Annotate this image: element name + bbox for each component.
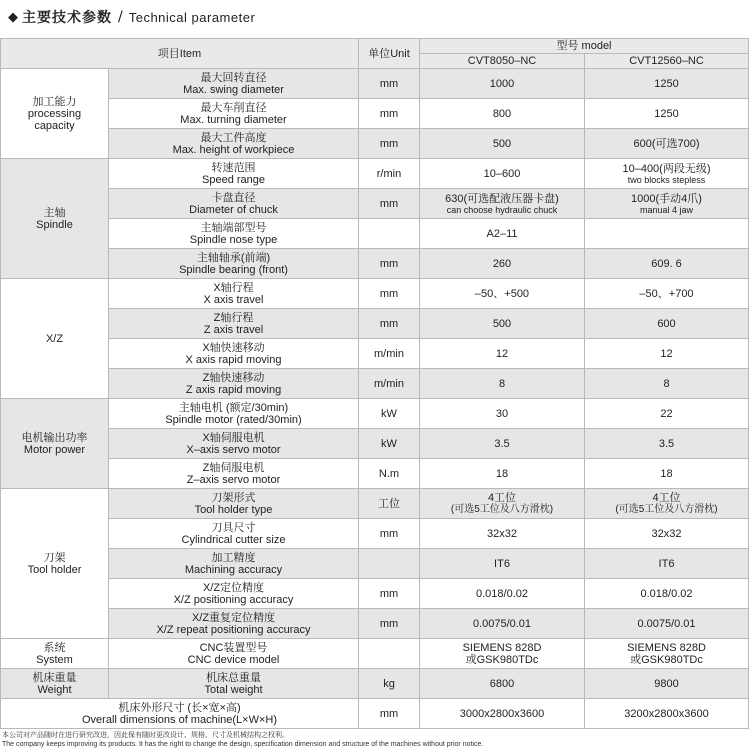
row-unit: mm [359,609,420,639]
row-value-2: 600 [585,309,749,339]
footer-chinese: 本公司对产品随时在进行研究改进，因此保有随时更改设计、规格、尺寸及机械结构之权利。 [2,731,289,739]
row-unit: mm [359,69,420,99]
row-value-1: 0.018/0.02 [420,579,585,609]
row-label: Z轴行程 Z axis travel [109,309,359,339]
row-value-2: 9800 [585,669,749,699]
row-value-1: 630(可选配液压器卡盘) can choose hydraulic chuck [420,189,585,219]
row-unit: r/min [359,159,420,189]
row-value-2: 0.018/0.02 [585,579,749,609]
row-label: X/Z重复定位精度 X/Z repeat positioning accuracy [109,609,359,639]
row-label: X轴快速移动 X axis rapid moving [109,339,359,369]
footer-english: The company keeps improving its products. It has the right to change the design, specification dimension and structure of the machines without prior notice. [2,741,484,748]
row-value-2: 12 [585,339,749,369]
title-chinese: 主要技术参数 [22,10,112,26]
row-unit: mm [359,249,420,279]
row-unit: mm [359,129,420,159]
row-value-2: 3.5 [585,429,749,459]
header-model: 型号 model [420,39,749,54]
row-label: 机床总重量 Total weight [109,669,359,699]
row-value-1: SIEMENS 828D 或GSK980TDc [420,639,585,669]
row-value-2: 4工位 (可选5工位及八方滑枕) [585,489,749,519]
row-unit: mm [359,519,420,549]
row-label: 最大回转直径 Max. swing diameter [109,69,359,99]
row-unit: kg [359,669,420,699]
row-unit: m/min [359,369,420,399]
row-unit [359,549,420,579]
spec-table [0,38,749,729]
row-value-1: 32x32 [420,519,585,549]
row-value-1: 18 [420,459,585,489]
row-value-1: 500 [420,309,585,339]
row-unit [359,219,420,249]
row-value-2: 32x32 [585,519,749,549]
row-value-2: 18 [585,459,749,489]
row-value-2: 609. 6 [585,249,749,279]
category-tool-holder: 刀架 Tool holder [1,489,109,639]
row-value-1: 500 [420,129,585,159]
row-label: 加工精度 Machining accuracy [109,549,359,579]
row-value-2 [585,219,749,249]
row-value-2: 0.0075/0.01 [585,609,749,639]
row-unit: N.m [359,459,420,489]
category-motor-power: 电机输出功率 Motor power [1,399,109,489]
row-unit: kW [359,399,420,429]
row-label: 转速范围 Speed range [109,159,359,189]
row-label: 主轴轴承(前端) Spindle bearing (front) [109,249,359,279]
row-label: CNC装置型号 CNC device model [109,639,359,669]
row-value-1: 10–600 [420,159,585,189]
row-value-1: 4工位 (可选5工位及八方滑枕) [420,489,585,519]
row-label: Z轴快速移动 Z axis rapid moving [109,369,359,399]
diamond-bullet-icon: ◆ [8,9,18,25]
category-weight: 机床重量 Weight [1,669,109,699]
row-value-1: IT6 [420,549,585,579]
row-label: X轴伺服电机 X–axis servo motor [109,429,359,459]
category-system: 系统 System [1,639,109,669]
row-label: 刀具尺寸 Cylindrical cutter size [109,519,359,549]
row-unit: mm [359,579,420,609]
row-label: 主轴电机 (额定/30min) Spindle motor (rated/30min) [109,399,359,429]
title-separator: / [118,9,123,25]
footer-notice [0,731,750,749]
row-value-1: 260 [420,249,585,279]
row-unit: mm [359,279,420,309]
row-value-2: 1000(手动4爪) manual 4 jaw [585,189,749,219]
header-model-1: CVT8050–NC [420,54,585,69]
row-value-1: 3000x2800x3600 [420,699,585,729]
row-unit: kW [359,429,420,459]
row-value-1: 8 [420,369,585,399]
row-value-1: A2–11 [420,219,585,249]
row-unit: mm [359,189,420,219]
row-label: 主轴端部型号 Spindle nose type [109,219,359,249]
row-value-1: 30 [420,399,585,429]
row-label: 最大车削直径 Max. turning diameter [109,99,359,129]
row-value-1: 0.0075/0.01 [420,609,585,639]
row-unit: mm [359,699,420,729]
row-value-2: SIEMENS 828D 或GSK980TDc [585,639,749,669]
row-value-1: 3.5 [420,429,585,459]
section-title [0,4,750,30]
row-unit: m/min [359,339,420,369]
row-unit: mm [359,99,420,129]
row-value-2: 8 [585,369,749,399]
row-label: X轴行程 X axis travel [109,279,359,309]
header-item: 项目Item [1,39,359,69]
row-value-1: 6800 [420,669,585,699]
row-label: 刀架形式 Tool holder type [109,489,359,519]
row-value-2: 600(可选700) [585,129,749,159]
row-label: 最大工件高度 Max. height of workpiece [109,129,359,159]
row-value-2: 22 [585,399,749,429]
row-label: X/Z定位精度 X/Z positioning accuracy [109,579,359,609]
row-value-2: 1250 [585,69,749,99]
row-label: 卡盘直径 Diameter of chuck [109,189,359,219]
row-value-1: –50、+500 [420,279,585,309]
row-value-1: 1000 [420,69,585,99]
row-value-2: –50、+700 [585,279,749,309]
header-unit: 单位Unit [359,39,420,69]
category-spindle: 主轴 Spindle [1,159,109,279]
row-label: Z轴伺服电机 Z–axis servo motor [109,459,359,489]
row-value-2: 10–400(两段无级) two blocks stepless [585,159,749,189]
row-value-1: 800 [420,99,585,129]
title-english: Technical parameter [128,9,256,25]
row-value-2: 3200x2800x3600 [585,699,749,729]
row-value-2: IT6 [585,549,749,579]
row-unit: mm [359,309,420,339]
row-unit: 工位 [359,489,420,519]
row-value-1: 12 [420,339,585,369]
category-xz: X/Z [1,279,109,399]
category-processing-capacity: 加工能力 processing capacity [1,69,109,159]
row-value-2: 1250 [585,99,749,129]
header-model-2: CVT12560–NC [585,54,749,69]
row-unit [359,639,420,669]
row-label-dimensions: 机床外形尺寸 (长×宽×高) Overall dimensions of machine(L×W×H) [1,699,359,729]
